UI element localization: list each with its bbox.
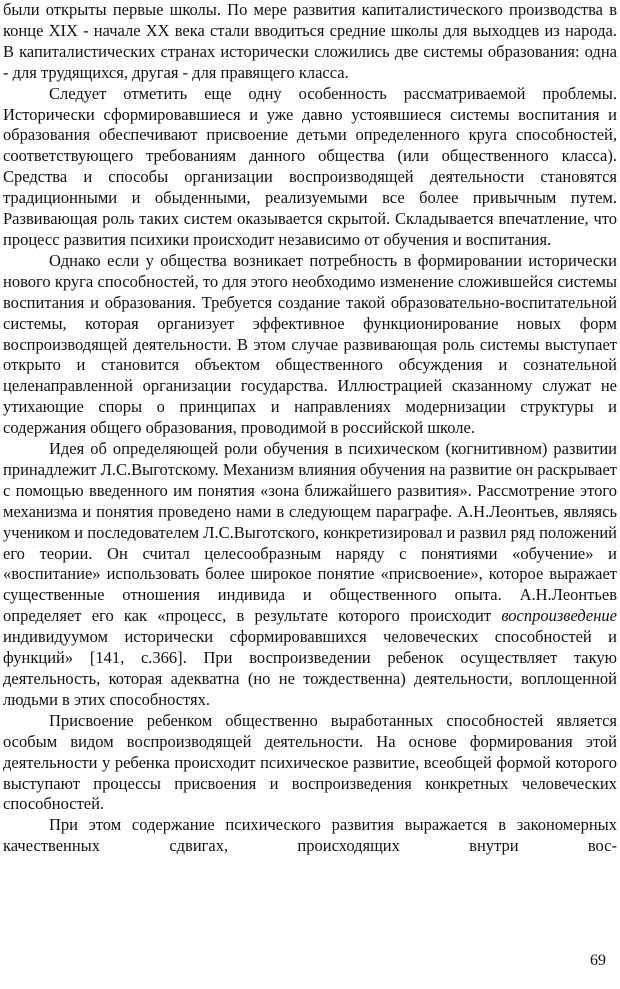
paragraph xyxy=(3,0,617,84)
paragraph-text: Следует отметить еще одну особенность рассматриваемой проблемы. Исторически сформировавшиеся и уже давно устоявшиеся системы воспитания и образования обеспечивают присвоение детьми определенного круга способностей, соответствующего требованиям данного общества (или общественного класса). Средства и способы организации воспроизводящей деятельности становятся традиционными и обыденными, реализуемыми все более привычным путем. Развивающая роль таких систем оказывается скрытой. Складывается впечатление, что процесс развития психики происходит независимо от обучения и воспитания. xyxy=(3,83,617,249)
italic-term: воспроизведение xyxy=(501,606,617,626)
paragraph xyxy=(3,251,617,439)
paragraph-text: Однако если у общества возникает потребность в формировании исторически нового круга способностей, то для этого необходимо изменение сложившейся системы воспитания и образования. Требуется создание такой образовательно-воспитательной системы, которая организует эффективное функционирование новых форм воспроизводящей деятельности. В этом случае развивающая роль системы выступает открыто и становится объектом общественного обсуждения и сознательной целенаправленной организации государства. Иллюстрацией сказанному служат не утихающие споры о принципах и направлениях модернизации структуры и содержания общего образования, проводимой в российской школе. xyxy=(3,250,617,438)
paragraph-text: индивидуумом исторически сформировавшихся человеческих способностей и функций» [141, с.366]. При воспроизведении ребенок осуществляет такую деятельность, которая адекватна (но не тождественна) деятельности, воплощенной людьми в этих способностях. xyxy=(3,627,617,709)
paragraph-text: Идея об определяющей роли обучения в психическом (когнитивном) развитии принадлежит Л.С.Выготскому. Механизм влияния обучения на развитие он раскрывает с помощью введенного им понятия «зона ближайшего развития». Рассмотрение этого механизма и понятия проведено нами в следующем параграфе. А.Н.Леонтьев, являясь учеником и последователем Л.С.Выготского, конкретизировал и развил ряд положений его теории. Он считал целесообразным наряду с понятиями «обучение» и «воспитание» использовать более широкое понятие «присвоение», которое выражает существенные отношения индивида и общественного опыта. А.Н.Леонтьев определяет его как «процесс, в результате которого происходит xyxy=(3,439,617,626)
paragraph xyxy=(3,439,617,711)
paragraph-text: были открыты первые школы. По мере развития капиталистического производства в конце XIX - начале XX века стали вводиться средние школы для выходцев из народа. В капиталистических странах исторически сложились две системы образования: одна - для трудящихся, другая - для правящего класса. xyxy=(3,0,617,82)
paragraph xyxy=(3,711,617,816)
paragraph xyxy=(3,84,617,251)
body-text xyxy=(3,0,617,857)
paragraph xyxy=(3,815,617,857)
paragraph-text: Присвоение ребенком общественно выработанных способностей является особым видом воспроизводящей деятельности. На основе формирования этой деятельности у ребенка происходит психическое развитие, всеобщей формой которого выступают процессы присвоения и воспроизведения конкретных человеческих способностей. xyxy=(3,710,617,814)
page-number: 69 xyxy=(590,952,606,969)
paragraph-text: При этом содержание психического развития выражается в закономерных качественных сдвигах, происходящих внутри вос- xyxy=(3,815,617,856)
